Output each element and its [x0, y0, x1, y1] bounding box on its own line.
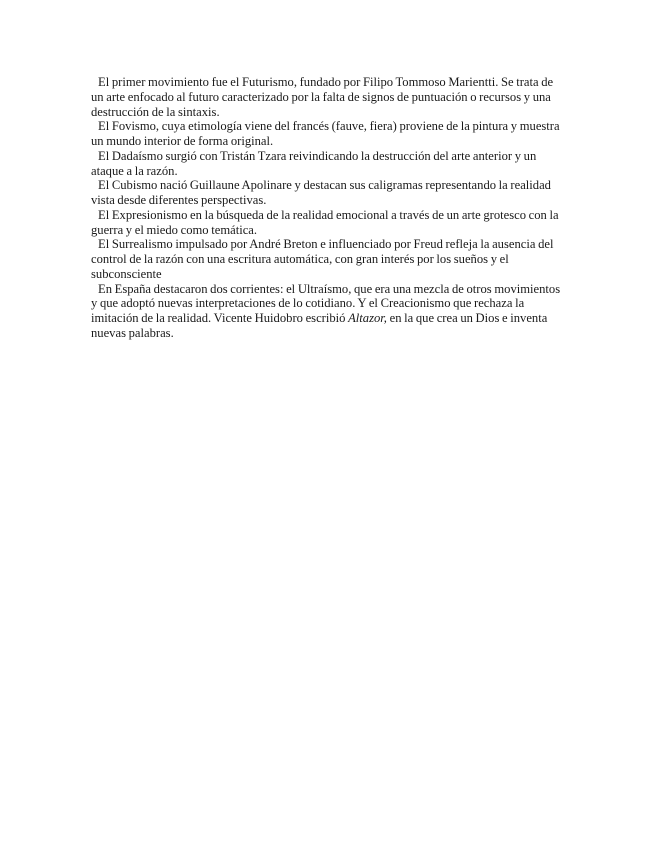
- paragraph-fovismo: El Fovismo, cuya etimología viene del francés (fauve, fiera) proviene de la pintura y muestra un mundo interior de forma original.: [91, 119, 560, 148]
- book-title-altazor: Altazor,: [348, 311, 387, 325]
- paragraph-espana-text-end: en la que crea un Dios e inventa nuevas palabras.: [91, 311, 548, 340]
- paragraph-cubismo: El Cubismo nació Guillaune Apolinare y destacan sus caligramas representando la realidad vista desde diferentes perspectivas.: [91, 178, 551, 207]
- paragraph-surrealismo: El Surrealismo impulsado por André Breton e influenciado por Freud refleja la ausencia del control de la razón con una escritura automática, con gran interés por los sueños y el subconsciente: [91, 237, 554, 281]
- document-body: [91, 75, 565, 341]
- paragraph-futurismo: El primer movimiento fue el Futurismo, fundado por Filipo Tommoso Marientti. Se trata de un arte enfocado al futuro caracterizado por la falta de signos de puntuación o recursos y una destrucción de la sintaxis.: [91, 75, 554, 119]
- paragraph-espana: [91, 282, 565, 341]
- paragraph-espana-text-start: En España destacaron dos corrientes: el Ultraísmo, que era una mezcla de otros movimientos y que adoptó nuevas interpretaciones de lo cotidiano. Y el Creacionismo que rechaza la imitación de la realidad. Vicente Huidobro escribió: [91, 281, 561, 325]
- paragraph-dadaismo: El Dadaísmo surgió con Tristán Tzara reivindicando la destrucción del arte anterior y un ataque a la razón.: [91, 148, 537, 178]
- paragraph-expresionismo: El Expresionismo en la búsqueda de la realidad emocional a través de un arte grotesco con la guerra y el miedo como temática.: [91, 207, 559, 237]
